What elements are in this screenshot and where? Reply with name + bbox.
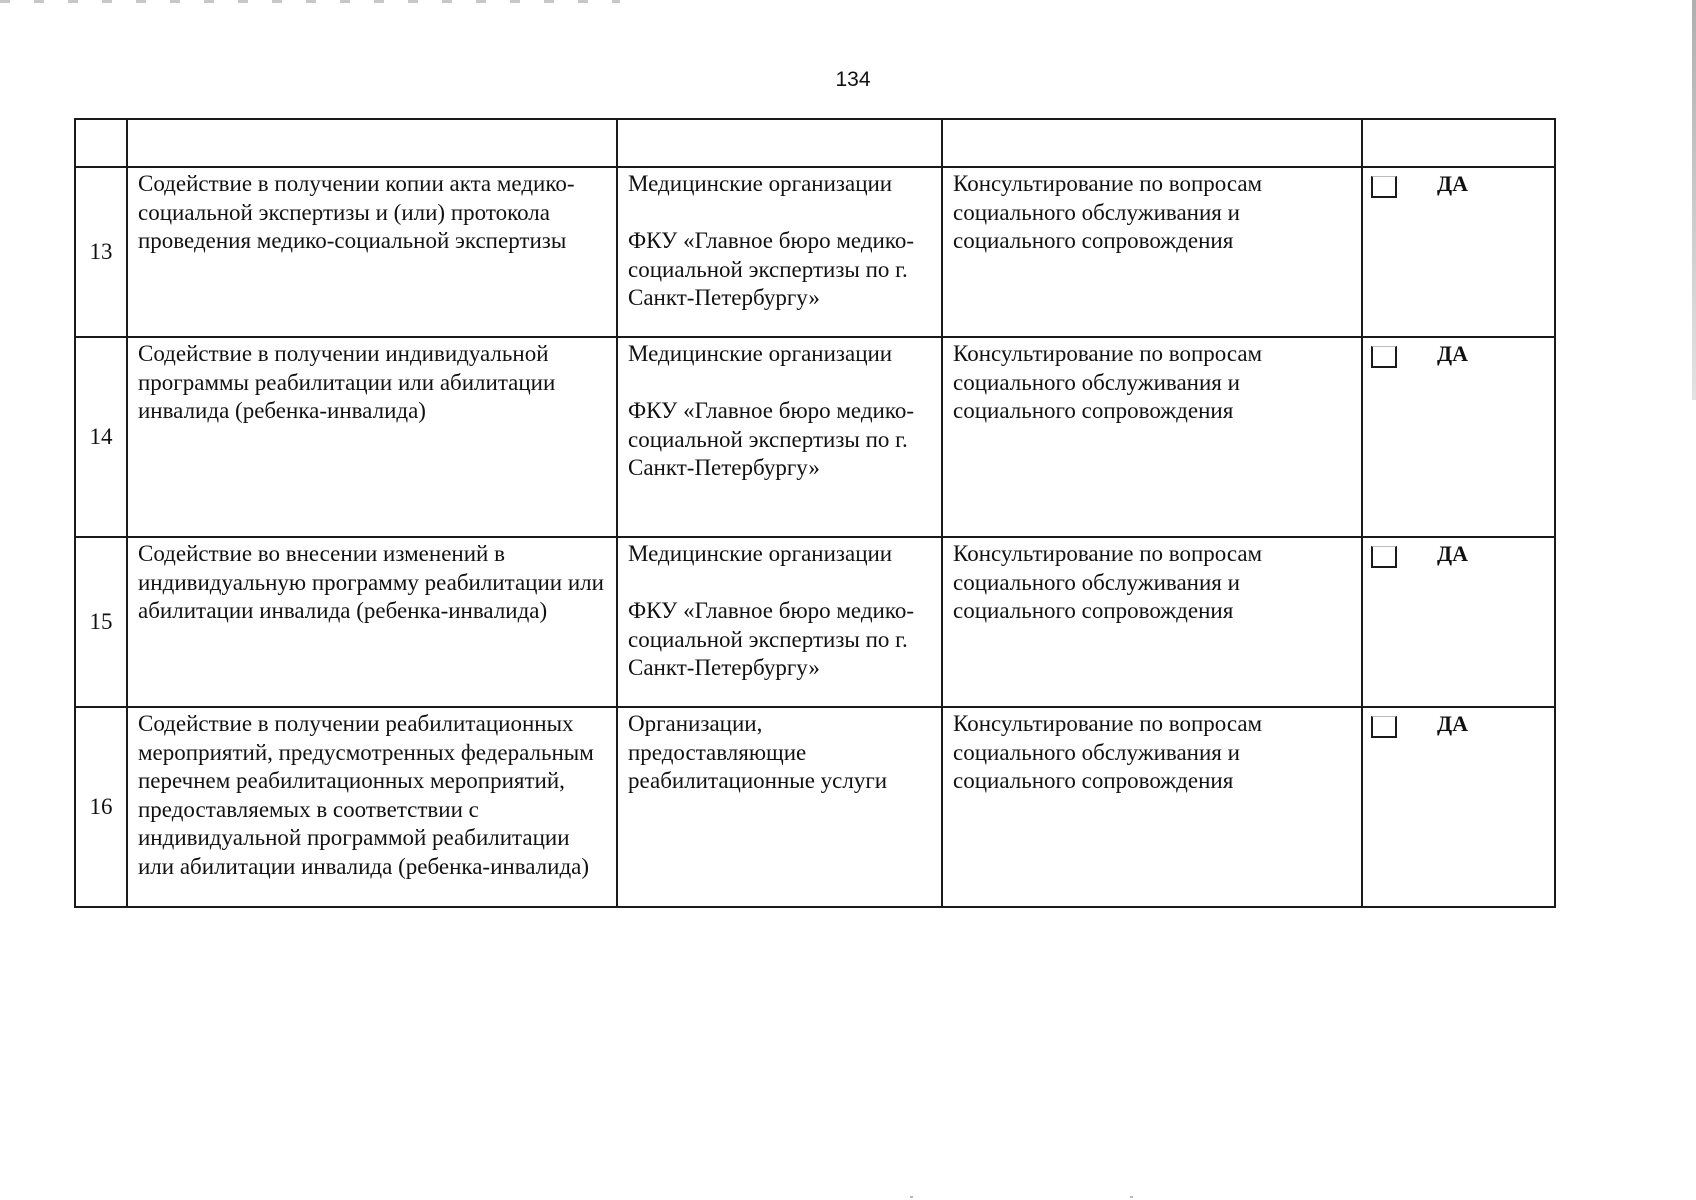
organization-secondary: ФКУ «Главное бюро медико-социальной экспертизы по г. Санкт-Петербургу»: [628, 398, 915, 480]
service-description: Содействие в получении копии акта медико-социальной экспертизы и (или) протокола проведения медико-социальной экспертизы: [127, 167, 617, 337]
table-header-row: [75, 119, 1555, 167]
check-cell: [1362, 337, 1555, 537]
service-form: Консультирование по вопросам социального обслуживания и социального сопровождения: [942, 537, 1362, 707]
service-description: Содействие во внесении изменений в индивидуальную программу реабилитации или абилитации инвалида (ребенка-инвалида): [127, 537, 617, 707]
yes-label: ДА: [1437, 341, 1469, 366]
yes-label: ДА: [1437, 711, 1469, 736]
checkbox[interactable]: [1371, 176, 1397, 198]
services-table: [74, 118, 1556, 908]
organization-secondary: ФКУ «Главное бюро медико-социальной экспертизы по г. Санкт-Петербургу»: [628, 598, 915, 680]
check-cell: [1362, 707, 1555, 907]
row-number: 16: [75, 707, 127, 907]
header-cell-organization: [617, 119, 942, 167]
service-form: Консультирование по вопросам социального обслуживания и социального сопровождения: [942, 167, 1362, 337]
service-description: Содействие в получении индивидуальной программы реабилитации или абилитации инвалида (ребенка-инвалида): [127, 337, 617, 537]
organization-gap: [628, 369, 931, 398]
header-cell-service: [127, 119, 617, 167]
check-cell: [1362, 167, 1555, 337]
yes-label: ДА: [1437, 171, 1469, 196]
service-form: Консультирование по вопросам социального обслуживания и социального сопровождения: [942, 707, 1362, 907]
checkbox[interactable]: [1371, 346, 1397, 368]
organization-primary: Организации, предоставляющие реабилитационные услуги: [628, 711, 888, 793]
yes-label: ДА: [1437, 541, 1469, 566]
scan-artifact-top: [0, 0, 620, 3]
table-row: [75, 167, 1555, 337]
organization-cell: [617, 707, 942, 907]
table-row: [75, 537, 1555, 707]
checkbox[interactable]: [1371, 716, 1397, 738]
page-number: 134: [835, 68, 871, 91]
organization-cell: [617, 537, 942, 707]
organization-gap: [628, 569, 931, 598]
checkbox[interactable]: [1371, 546, 1397, 568]
organization-gap: [628, 199, 931, 228]
scan-specks: [910, 1196, 1150, 1198]
row-number: 13: [75, 167, 127, 337]
row-number: 14: [75, 337, 127, 537]
organization-primary: Медицинские организации: [628, 171, 893, 196]
service-description: Содействие в получении реабилитационных мероприятий, предусмотренных федеральным перечнем реабилитационных мероприятий, предоставляемых в соответствии с индивидуальной программой реабилитации или абилитации инвалида (ребенка-инвалида): [127, 707, 617, 907]
organization-cell: [617, 167, 942, 337]
service-form: Консультирование по вопросам социального обслуживания и социального сопровождения: [942, 337, 1362, 537]
row-number: 15: [75, 537, 127, 707]
organization-secondary: ФКУ «Главное бюро медико-социальной экспертизы по г. Санкт-Петербургу»: [628, 228, 915, 310]
table-row: [75, 707, 1555, 907]
organization-primary: Медицинские организации: [628, 541, 893, 566]
header-cell-number: [75, 119, 127, 167]
table-row: [75, 337, 1555, 537]
header-cell-check: [1362, 119, 1555, 167]
scan-edge-right: [1692, 0, 1696, 400]
organization-primary: Медицинские организации: [628, 341, 893, 366]
check-cell: [1362, 537, 1555, 707]
organization-cell: [617, 337, 942, 537]
header-cell-form: [942, 119, 1362, 167]
